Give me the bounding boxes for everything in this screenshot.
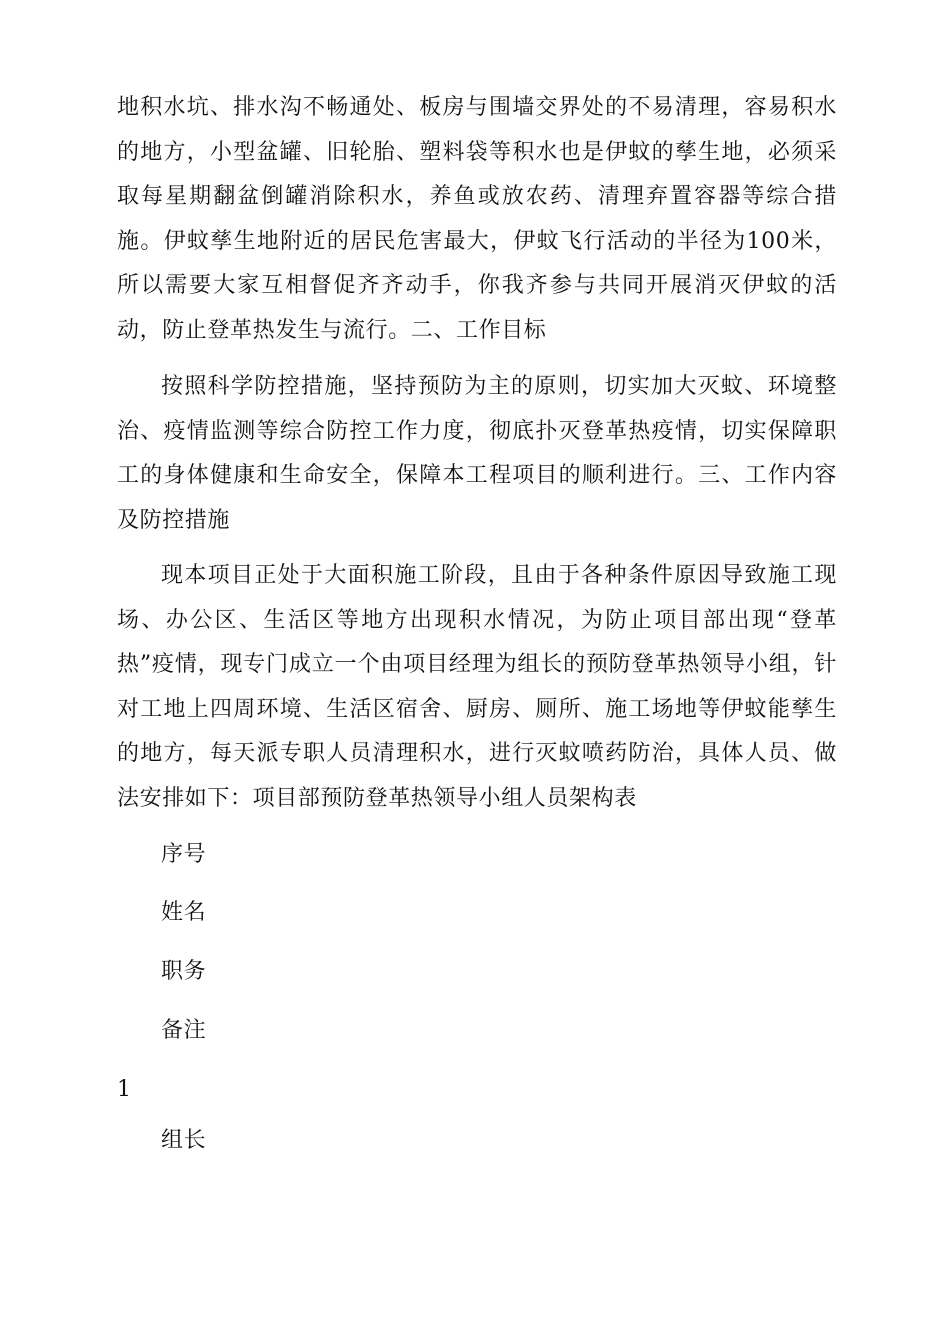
paragraph-continuation: 地积水坑、排水沟不畅通处、板房与围墙交界处的不易清理，容易积水的地方，小型盆罐、旧轮胎、塑料袋等积水也是伊蚊的孳生地，必须采取每星期翻盆倒罐消除积水，养鱼或放农药、清理弃置容器等综合措施。伊蚊孳生地附近的居民危害最大，伊蚊飞行活动的半径为100米，所以需要大家互相督促齐齐动手，你我齐参与共同开展消灭伊蚊的活动，防止登革热发生与流行。二、工作目标 bbox=[117, 95, 837, 343]
table-cell-serial: 1 bbox=[117, 1077, 132, 1102]
table-header-position: 职务 bbox=[161, 959, 207, 984]
table-header-serial: 序号 bbox=[161, 842, 207, 867]
table-header-remark: 备注 bbox=[161, 1018, 207, 1043]
paragraph-work-goal: 按照科学防控措施，坚持预防为主的原则，切实加大灭蚊、环境整治、疫情监测等综合防控工作力度，彻底扑灭登革热疫情，切实保障职工的身体健康和生命安全，保障本工程项目的顺利进行。三、工作内容及防控措施 bbox=[117, 374, 837, 533]
paragraph-work-content: 现本项目正处于大面积施工阶段，且由于各种条件原因导致施工现场、办公区、生活区等地方出现积水情况，为防止项目部出现“登革热”疫情，现专门成立一个由项目经理为组长的预防登革热领导小组，针对工地上四周环境、生活区宿舍、厨房、厕所、施工场地等伊蚊能孳生的地方，每天派专职人员清理积水，进行灭蚊喷药防治，具体人员、做法安排如下：项目部预防登革热领导小组人员架构表 bbox=[117, 563, 837, 811]
table-cell-position: 组长 bbox=[161, 1128, 207, 1153]
table-header-name: 姓名 bbox=[161, 900, 207, 925]
